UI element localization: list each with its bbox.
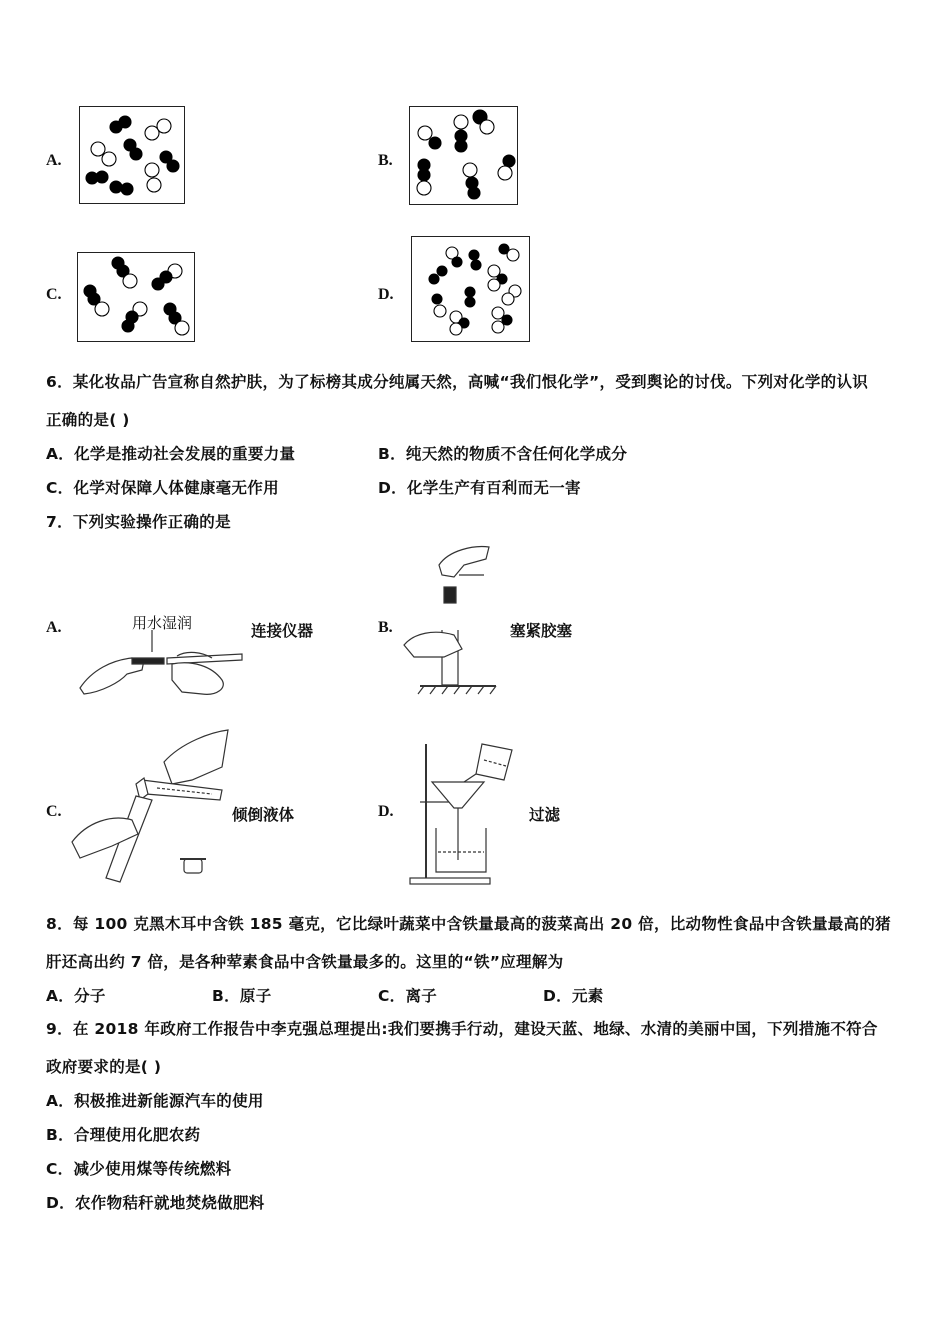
q8-option-a-text: 分子 [74, 987, 106, 1005]
q6-option-c-text: 化学对保障人体健康毫无作用 [73, 479, 279, 497]
q9-option-a-text: 积极推进新能源汽车的使用 [74, 1092, 264, 1110]
q8-stem-line1: 8．每 100 克黑木耳中含铁 185 毫克，它比绿叶蔬菜中含铁量最高的菠菜高出 20 倍，比动物性食品中含铁量最高的猪 [46, 915, 891, 933]
q8-option-a-label: A． [46, 987, 75, 1005]
q9-stem-line1: 9．在 2018 年政府工作报告中李克强总理提出:我们要携手行动，建设天蓝、地绿、水清的美丽中国，下列措施不符合 [46, 1020, 878, 1038]
q7-option-a-note: 用水湿润 [132, 614, 193, 632]
q7-option-d-label: D. [378, 803, 394, 820]
q7-option-c-caption: 倾倒液体 [232, 806, 295, 824]
q6-option-a-text: 化学是推动社会发展的重要力量 [74, 445, 296, 463]
q6-option-b-text: 纯天然的物质不含任何化学成分 [405, 445, 628, 463]
q5-option-c-molecule-box-icon [77, 252, 195, 342]
q5-option-a-label: A. [46, 152, 62, 169]
q9-option-c-label: C． [46, 1160, 74, 1178]
q8-option-b-label: B． [212, 987, 240, 1005]
q9-option-b[interactable] [46, 1123, 200, 1145]
q9-option-a-label: A． [46, 1092, 75, 1110]
insert-stopper-icon [404, 545, 499, 695]
q8-option-d-text: 元素 [571, 987, 604, 1005]
q7-option-c-label: C. [46, 803, 62, 820]
q8-option-a[interactable] [46, 984, 106, 1006]
q7-option-a-label: A. [46, 619, 62, 636]
q8-option-c-text: 离子 [405, 987, 438, 1005]
q5-option-b-label: B. [378, 152, 393, 169]
q7-option-b-caption: 塞紧胶塞 [510, 622, 573, 640]
q6-stem-line2: 正确的是( ) [46, 411, 130, 429]
q5-option-d-molecule-box-icon [411, 236, 530, 342]
q9-option-c[interactable] [46, 1157, 232, 1179]
pour-liquid-icon [72, 722, 232, 884]
q8-option-c[interactable] [378, 984, 437, 1006]
q9-option-d-label: D． [46, 1194, 75, 1212]
q6-option-c[interactable] [46, 476, 279, 498]
q5-option-c-label: C. [46, 286, 62, 303]
q9-option-d[interactable] [46, 1191, 265, 1213]
q6-option-a-label: A． [46, 445, 75, 463]
q7-option-a-caption: 连接仪器 [251, 622, 314, 640]
q8-option-b[interactable] [212, 984, 272, 1006]
q9-option-b-text: 合理使用化肥农药 [73, 1126, 201, 1144]
q6-option-b-label: B． [378, 445, 406, 463]
q8-option-c-label: C． [378, 987, 406, 1005]
q8-option-d[interactable] [543, 984, 604, 1006]
q9-option-a[interactable] [46, 1089, 264, 1111]
q6-option-b[interactable] [378, 442, 627, 464]
q8-stem-line2: 肝还高出约 7 倍，是各种荤素食品中含铁量最多的。这里的“铁”应理解为 [46, 953, 564, 971]
q6-stem-line1: 6．某化妆品广告宣称自然护肤，为了标榜其成分纯属天然，高喊“我们恨化学”，受到舆论的讨伐。下列对化学的认识 [46, 373, 869, 391]
q9-stem-line2: 政府要求的是( ) [46, 1058, 162, 1076]
q6-option-d-label: D． [378, 479, 407, 497]
q9-option-b-label: B． [46, 1126, 74, 1144]
filtration-icon [408, 740, 520, 886]
connect-instruments-icon [72, 630, 247, 700]
q5-option-a-molecule-box-icon [79, 106, 185, 204]
q7-option-d-caption: 过滤 [529, 806, 561, 824]
q7-option-b-label: B. [378, 619, 393, 636]
q6-option-a[interactable] [46, 442, 295, 464]
q5-option-d-label: D. [378, 286, 394, 303]
q5-option-b-molecule-box-icon [409, 106, 518, 205]
q8-option-d-label: D． [543, 987, 572, 1005]
q8-option-b-text: 原子 [239, 987, 272, 1005]
q7-stem: 7．下列实验操作正确的是 [46, 513, 231, 531]
q6-option-d-text: 化学生产有百利而无一害 [406, 479, 581, 497]
q9-option-d-text: 农作物秸秆就地焚烧做肥料 [74, 1194, 265, 1212]
q9-option-c-text: 减少使用煤等传统燃料 [73, 1160, 232, 1178]
q6-option-c-label: C． [46, 479, 74, 497]
q6-option-d[interactable] [378, 476, 581, 498]
